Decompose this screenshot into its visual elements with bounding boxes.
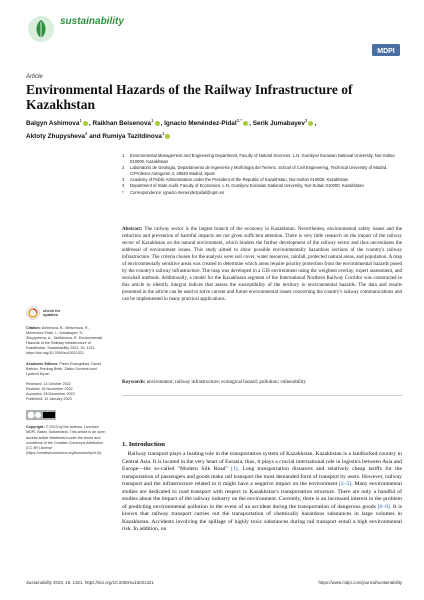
copyright-text: © 2023 by the authors. Licensee MDPI, Basel, Switzerland. This article is an open access article distributed under the terms and conditions of the Creative Commons Attribution (CC BY) license (https://creativecommons.org/licenses/by/4.0/). xyxy=(26,425,106,455)
correspondence xyxy=(122,190,402,196)
affiliation-number: 1 xyxy=(122,153,125,158)
keywords xyxy=(122,379,402,386)
keywords-text: environment; railway infrastructure; ecological hazard; pollution; vulnerability xyxy=(146,379,307,385)
page-header xyxy=(0,0,424,60)
orcid-icon[interactable] xyxy=(155,121,160,126)
author-name: Raikhan Beisenova xyxy=(92,120,152,128)
check-for-updates-button[interactable] xyxy=(26,306,106,320)
author-list xyxy=(26,116,386,142)
affiliation-text: Laboratorio de Geología, Departamento de Ingeniería y Morfología del Terreno, School of Civil Engineering, Technical University of Madrid, C/Profesor Aranguren 3, 28040 Madrid, Spain xyxy=(130,165,388,176)
check-updates-label xyxy=(43,309,60,318)
abstract-text: The railway sector is the largest branch of the economy in Kazakhstan. Nevertheless, environmental safety issues and the reduction and prevention of harmful impacts are not given sufficient attention. There is very little research on the impact of the railway sector of Kazakhstan on the natural environment, which hinders the further development of the railway sector and thus necessitates the addressal of environment issues. This study aimed to show possible environmentally hazardous sections of the country's railway infrastructure. The criteria chosen for the analysis were soil cover, water resources, rainfall, protected natural areas, and population. A map of environmentally sensitive areas was created to determine which areas require priority protection from the environmental hazards posed by the country's railway infrastructure. The map was developed in a GIS environment using the weighted overlay, expert assessment, and snowball methods. Additionally, a model for the Kazakhstan segment of the International Northern Railway Corridor was constructed in this article to identify integral indices that assess the susceptibility of the territory to environmental hazards. The data and results presented in the article can be used to solve current and future environmental issues concerning the country's railway communications and can be implemented in many practical applications. xyxy=(122,226,402,303)
updates-line-2: updates xyxy=(43,312,58,317)
affiliation-item xyxy=(122,177,402,183)
correspondence-text[interactable]: Correspondence: ignacio.menendezpidal@upm.es xyxy=(130,189,225,195)
author-name: Rumiya Tazitdinova xyxy=(102,133,162,141)
author-line-2: Aktoty Zhupysheva$^4$ and Rumiya Tazitdinova$^1$ xyxy=(26,129,386,142)
cc-license-icon[interactable] xyxy=(26,410,56,420)
author-name: Serik Jumabayev xyxy=(252,120,305,128)
section-heading: 1. Introduction xyxy=(122,441,165,448)
footer-journal-url[interactable]: https://www.mdpi.com/journal/sustainability xyxy=(318,580,402,585)
orcid-icon[interactable] xyxy=(308,121,313,126)
author-affil-sup: 1 xyxy=(151,118,154,123)
keywords-label: Keywords: xyxy=(122,379,146,385)
author-affil-sup: 1 xyxy=(161,131,165,137)
footer-citation xyxy=(26,580,154,585)
footer-citation-rest[interactable]: 2023, 15, 1321. https://doi.org/10.3390/su15021321 xyxy=(51,580,154,585)
journal-name: sustainability xyxy=(60,16,124,27)
copyright-block xyxy=(26,425,106,456)
citation-text[interactable]: Ashimova, B.; Beisenova, R.; Menéndez-Pidal, I.; Jumabayev, S.; Zhupysheva, A.; Tazitdinova, R. Environmental Hazards of the Railway Infrastructure of Kazakhstan. Sustainability 2023, 15, 1321. https://doi.org/10.3390/su15021321 xyxy=(26,326,103,356)
article-type: Article xyxy=(26,74,43,80)
abstract-label: Abstract: xyxy=(122,226,143,232)
mdpi-logo-text: MDPI xyxy=(377,47,395,55)
affiliation-text: Department of State Audit, Faculty of Economics, L.N. Gumilyov Eurasian National University, Nur-Sultan 010000, Kazakhstan xyxy=(130,183,364,189)
updates-line-1: check for xyxy=(43,307,61,313)
author-name: Aktoty Zhupysheva xyxy=(26,133,85,141)
introduction-paragraph xyxy=(122,451,402,534)
orcid-icon[interactable] xyxy=(243,121,248,126)
accepted-date: Accepted: 28 December 2022 xyxy=(26,392,75,397)
citation-label: Citation: xyxy=(26,326,41,330)
editors-text: Pietro Evangelista, David Beltrán, Predrag Brlek, Zlatko Sovreski and Ljudevit Krpan xyxy=(26,361,101,376)
page-footer xyxy=(26,580,402,585)
published-date: Published: 10 January 2023 xyxy=(26,397,72,402)
orcid-icon[interactable] xyxy=(165,134,170,139)
author-line-1: Balgyn Ashimova$^1$ , Raikhan Beisenova$^1$ , Ignacio Menéndez-Pidal$^{2,*}$ , Serik Jumabayev$^3$ , xyxy=(26,118,317,128)
orcid-icon[interactable] xyxy=(83,121,88,126)
paragraph-text: . It is known that railway transport carries out the transportation of chemically hazardous substances in large volumes in Kazakhstan. Accidents involving the spillage of highly toxic substances during rail transport entail a high environmental risk. In addition, on xyxy=(122,503,402,532)
author-name: Ignacio Menéndez-Pidal xyxy=(164,120,237,128)
affiliation-number: 2 xyxy=(122,165,125,170)
reference-link[interactable]: [2–5] xyxy=(339,481,352,487)
revised-date: Revised: 18 November 2022 xyxy=(26,386,73,391)
journal-logo-icon xyxy=(26,14,56,44)
dates-block xyxy=(26,382,106,402)
editors-block xyxy=(26,362,106,377)
affiliation-item xyxy=(122,183,402,189)
author-name: Balgyn Ashimova xyxy=(26,120,80,128)
footer-journal: Sustainability xyxy=(26,580,52,585)
affiliation-number: * xyxy=(122,189,124,195)
reference-link[interactable]: [6–8] xyxy=(377,503,390,510)
mdpi-logo-icon xyxy=(372,44,400,56)
copyright-label: Copyright: xyxy=(26,425,45,430)
abstract xyxy=(122,226,402,304)
affiliation-number: 4 xyxy=(122,183,125,189)
paragraph-text: Railway transport plays a leading role in the transportation system of Kazakhstan. Kazakhstan is a landlocked country in Central Asia. It is located in the very heart of Eurasia; thus, it plays a crucial international role in logistics between Asia and Europe—the so-called "Modern Silk Road" xyxy=(122,451,402,472)
affiliation-item xyxy=(122,165,402,176)
paragraph-text: . Many environmental studies are dedicated to road transport with respect to Kazakhstan's transportation structure. There are only a handful of studies about the impact of the railway industry on the environment. Currently, there is an increased interest in the problem of predicting environmental pollution in the event of an accident during the transportation of dangerous goods xyxy=(122,481,402,510)
section-divider xyxy=(122,395,402,396)
reference-link[interactable]: [1] xyxy=(231,466,238,472)
affiliation-number: 3 xyxy=(122,177,125,182)
affiliation-text: Environmental Management and Engineering Department, Faculty of Natural Sciences, L.N. Gumilyov Eurasian National University, Nur-Sultan 010000, Kazakhstan xyxy=(130,153,395,164)
affiliation-text: Academy of Public Administration under the President of the Republic of Kazakhstan, Nur-Sultan 010000, Kazakhstan xyxy=(130,177,349,182)
received-date: Received: 14 October 2022 xyxy=(26,381,71,386)
author-affil-sup: 2,* xyxy=(236,118,243,123)
check-updates-icon xyxy=(26,306,40,320)
paragraph-text: . Long transportation distances and relatively cheap tariffs for the transportation of passengers and goods make rail transport the most demanded form of transport by users. However, railway transport and the infrastructure related to it might have a negative impact on the environment xyxy=(122,466,403,487)
paper-title: Environmental Hazards of the Railway Infrastructure of Kazakhstan xyxy=(26,82,353,112)
citation-block xyxy=(26,326,106,357)
author-affil-sup: 4 xyxy=(84,131,88,137)
author-affil-sup: 1 xyxy=(79,118,82,123)
affiliation-item xyxy=(122,153,402,164)
article-info-sidebar xyxy=(26,306,106,461)
author-affil-sup: 3 xyxy=(304,118,308,123)
affiliations xyxy=(122,153,402,195)
editors-label: Academic Editors: xyxy=(26,361,59,366)
